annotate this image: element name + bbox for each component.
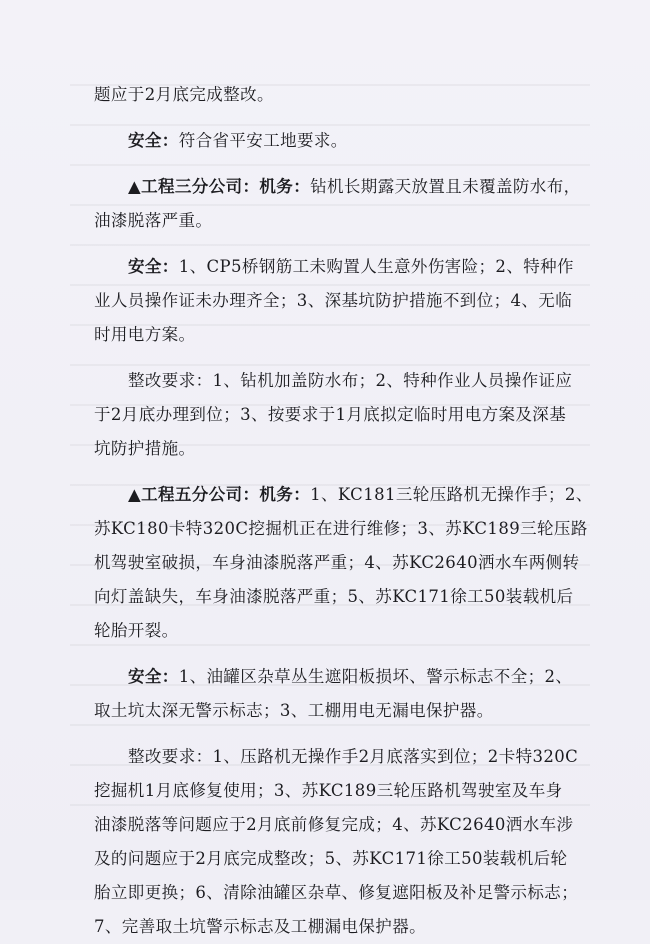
line-text: 时用电方案。 [94,325,196,344]
line-text: 挖掘机1月底修复使用；3、苏KC189三轮压路机驾驶室及车身 [94,781,563,800]
line-text: 业人员操作证未办理齐全；3、深基坑防护措施不到位；4、无临 [94,291,573,310]
line-text: 取土坑太深无警示标志；3、工棚用电无漏电保护器。 [94,701,494,720]
line-text: 1、油罐区杂草丛生遮阳板损坏、警示标志不全；2、 [178,667,573,686]
line-text: 油漆脱落等问题应于2月底前修复完成；4、苏KC2640洒水车涉 [94,815,574,834]
bold-lead: 安全： [128,131,179,150]
paragraph-line [94,318,554,352]
line-text: 向灯盖缺失，车身油漆脱落严重；5、苏KC171徐工50装载机后 [94,587,574,606]
paragraph-line [94,694,554,728]
paragraph-line [94,580,574,614]
paragraph-line [94,478,593,512]
bold-lead: ▲工程五分公司：机务： [128,485,311,504]
paragraph-line [94,614,554,648]
line-text: 机驾驶室破损，车身油漆脱落严重；4、苏KC2640洒水车两侧转 [94,553,580,572]
line-text: 7、完善取土坑警示标志及工棚漏电保护器。 [94,917,426,936]
paragraph-line [94,78,554,112]
paragraph-line [94,876,579,910]
line-text: 油漆脱落严重。 [94,211,213,230]
line-text: 题应于2月底完成整改。 [94,85,274,104]
line-text: 1、CP5桥钢筋工未购置人生意外伤害险；2、特种作 [178,257,574,276]
paragraph-line [94,910,554,944]
line-text: 整改要求：1、压路机无操作手2月底落实到位；2卡特320C [128,747,579,766]
paragraph-line [94,250,574,284]
bold-lead: 安全： [128,257,179,276]
line-text: 苏KC180卡特320C挖掘机正在进行维修；3、苏KC189三轮压路 [94,519,588,538]
paragraph-line [94,364,573,398]
paragraph-line [94,740,579,774]
line-text: 符合省平安工地要求。 [178,131,348,150]
line-text: 整改要求：1、钻机加盖防水布；2、特种作业人员操作证应 [128,371,573,390]
paragraph-line [94,398,567,432]
paragraph-line [94,512,588,546]
paragraph-line [94,204,554,238]
line-text: 胎立即更换；6、清除油罐区杂草、修复遮阳板及补足警示标志； [94,883,579,902]
bold-lead: ▲工程三分公司：机务： [128,177,311,196]
line-text: 轮胎开裂。 [94,621,179,640]
document-body [94,78,593,944]
bold-lead: 安全： [128,667,179,686]
line-text: 于2月底办理到位；3、按要求于1月底拟定临时用电方案及深基 [94,405,567,424]
line-text: 钻机长期露天放置且未覆盖防水布， [310,177,581,196]
paragraph-line [94,808,574,842]
line-text: 坑防护措施。 [94,439,196,458]
paragraph-line [94,774,563,808]
paragraph-line [94,124,554,158]
paragraph-line [94,842,568,876]
paragraph-line [94,546,580,580]
line-text: 及的问题应于2月底完成整改；5、苏KC171徐工50装载机后轮 [94,849,568,868]
paragraph-line [94,660,573,694]
paragraph-line [94,170,581,204]
paragraph-line [94,284,573,318]
line-text: 1、KC181三轮压路机无操作手；2、 [310,485,593,504]
paragraph-line [94,432,554,466]
